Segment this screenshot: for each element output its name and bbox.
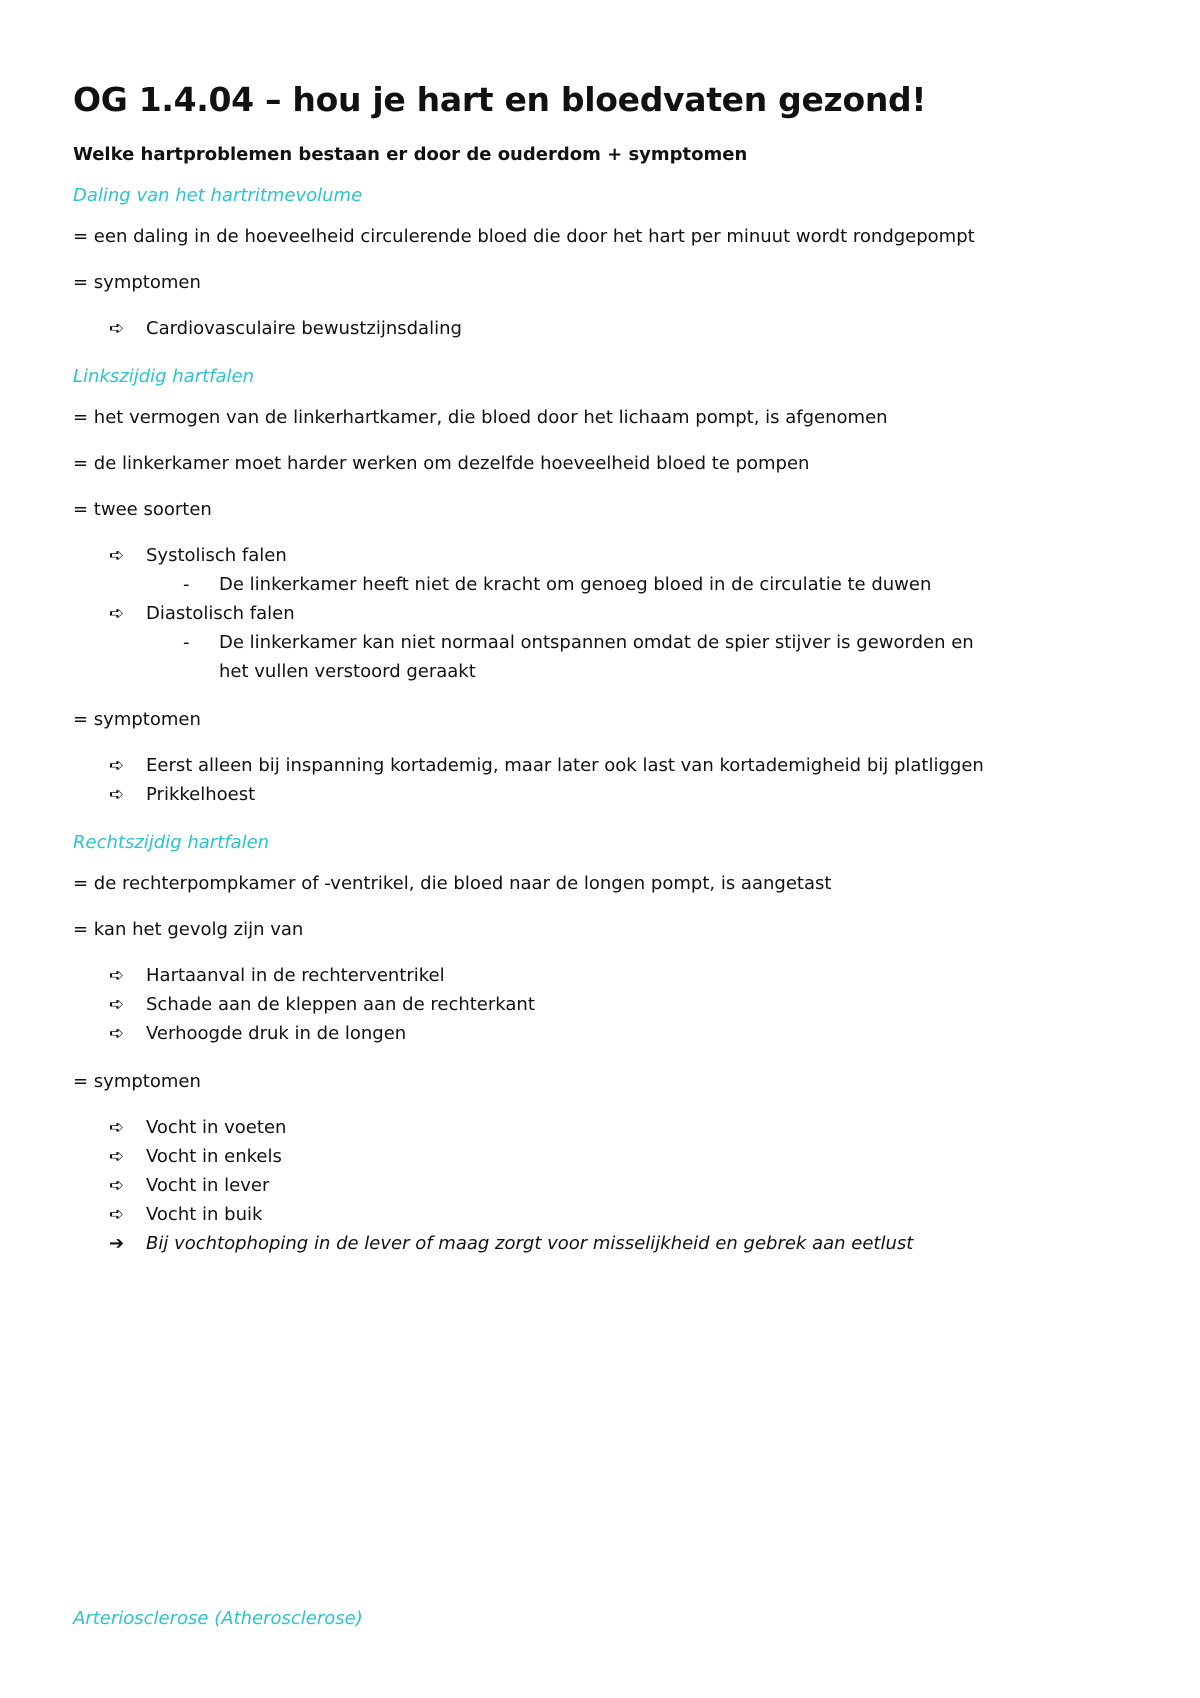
arrow-icon: ➪ [109, 1204, 125, 1225]
section-heading-linkszijdig: Linkszijdig hartfalen [73, 366, 255, 387]
rechts-symptom-list [73, 1113, 1104, 1258]
sublist [146, 628, 1104, 686]
rechts-definition: = de rechterpompkamer of -ventrikel, die bloed naar de longen pompt, is aangetast [73, 873, 832, 894]
links-symptoms-label: = symptomen [73, 709, 201, 730]
list-item: ➪ Verhoogde druk in de longen [73, 1019, 1104, 1048]
arrow-icon: ➪ [109, 994, 125, 1015]
rechts-cause-list [73, 961, 1104, 1048]
rechts-symptoms-label: = symptomen [73, 1071, 201, 1092]
links-types-label: = twee soorten [73, 499, 212, 520]
rechts-causes-label: = kan het gevolg zijn van [73, 919, 304, 940]
list-item: ➪ Schade aan de kleppen aan de rechterkant [73, 990, 1104, 1019]
dash-bullet: - [183, 632, 190, 653]
list-item: ➪ Prikkelhoest [73, 780, 1104, 809]
list-item: ➪ Vocht in enkels [73, 1142, 1104, 1171]
subtitle: Welke hartproblemen bestaan er door de ouderdom + symptomen [73, 144, 748, 165]
list-item: ➪ Vocht in buik [73, 1200, 1104, 1229]
sublist-item: - De linkerkamer heeft niet de kracht om genoeg bloed in de circulatie te duwen [73, 570, 1104, 599]
list-item: ➪ Hartaanval in de rechterventrikel [73, 961, 1104, 990]
section-heading-arteriosclerose: Arteriosclerose (Atherosclerose) [73, 1608, 363, 1629]
section-heading-rechtszijdig: Rechtszijdig hartfalen [73, 832, 270, 853]
arrow-icon: ➪ [109, 1117, 125, 1138]
section-heading-daling: Daling van het hartritmevolume [73, 185, 363, 206]
links-definition-2: = de linkerkamer moet harder werken om dezelfde hoeveelheid bloed te pompen [73, 453, 810, 474]
arrow-icon: ➪ [109, 1023, 125, 1044]
sublist [146, 570, 1104, 599]
page-title: OG 1.4.04 – hou je hart en bloedvaten gezond! [73, 80, 927, 119]
list-item: ➪ Diastolisch falen - De linkerkamer kan niet normaal ontspannen omdat de spier stijver is geworden en het vullen verstoord geraakt [73, 599, 1104, 686]
sublist-item: - De linkerkamer kan niet normaal ontspannen omdat de spier stijver is geworden en het vullen verstoord geraakt [73, 628, 979, 686]
arrow-icon: ➪ [109, 965, 125, 986]
dash-bullet: - [183, 574, 190, 595]
links-symptom-list [73, 751, 1104, 809]
arrow-icon: ➪ [109, 545, 125, 566]
daling-definition: = een daling in de hoeveelheid circulerende bloed die door het hart per minuut wordt rondgepompt [73, 226, 975, 247]
daling-symptoms-label: = symptomen [73, 272, 201, 293]
arrow-icon: ➪ [109, 1146, 125, 1167]
list-item: ➪ Systolisch falen - De linkerkamer heeft niet de kracht om genoeg bloed in de circulatie te duwen [73, 541, 1104, 599]
links-type-list [73, 541, 1104, 686]
list-item: ➪ Cardiovasculaire bewustzijnsdaling [73, 314, 1104, 343]
arrow-icon: ➪ [109, 755, 125, 776]
list-item-note: ➔ Bij vochtophoping in de lever of maag zorgt voor misselijkheid en gebrek aan eetlust [73, 1229, 1104, 1258]
arrow-icon: ➪ [109, 1175, 125, 1196]
list-item: ➪ Eerst alleen bij inspanning kortademig, maar later ook last van kortademigheid bij platliggen [73, 751, 1104, 780]
links-definition-1: = het vermogen van de linkerhartkamer, die bloed door het lichaam pompt, is afgenomen [73, 407, 888, 428]
arrow-icon: ➪ [109, 603, 125, 624]
list-item: ➪ Vocht in lever [73, 1171, 1104, 1200]
arrow-icon: ➪ [109, 784, 125, 805]
daling-symptom-list [73, 314, 1104, 343]
list-item: ➪ Vocht in voeten [73, 1113, 1104, 1142]
arrow-icon: ➪ [109, 318, 125, 339]
arrow-solid-icon: ➔ [109, 1233, 125, 1254]
